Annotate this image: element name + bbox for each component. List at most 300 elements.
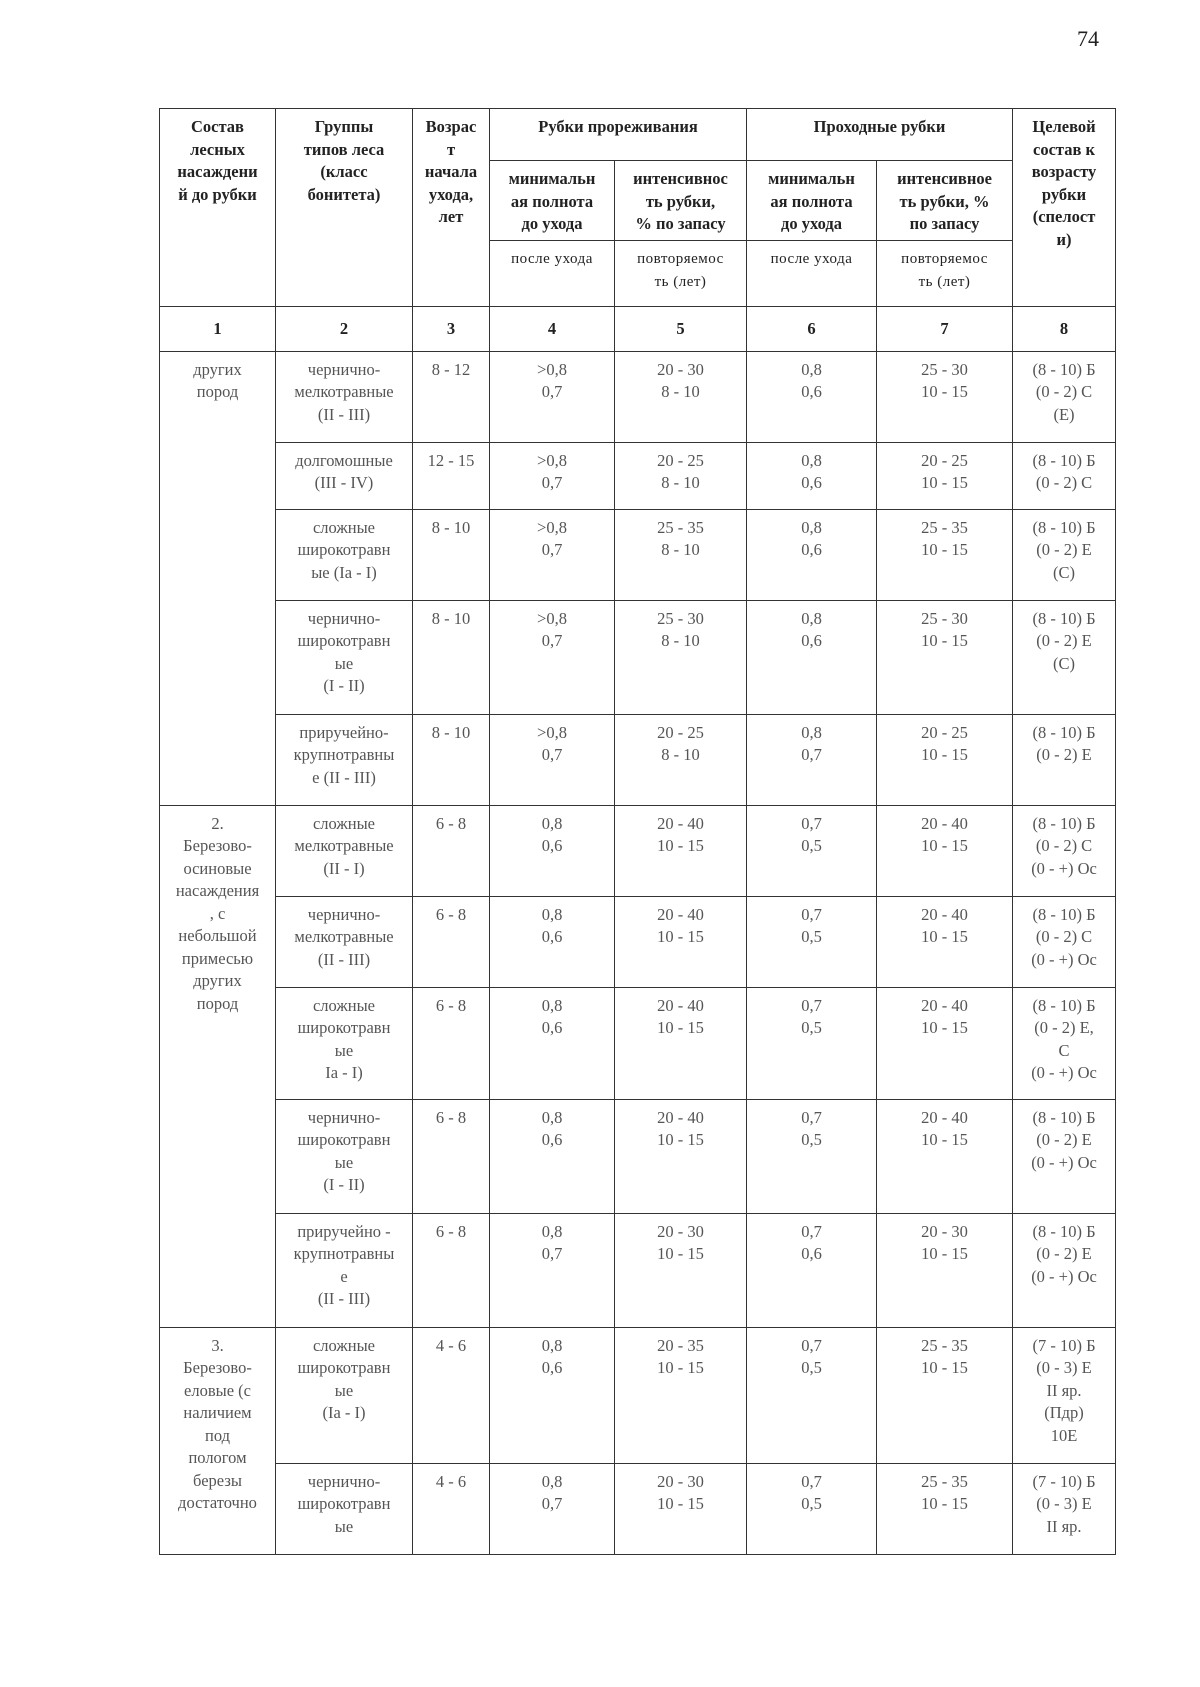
passage-intensity-cell [877,1327,1013,1463]
passage-density-cell-line: 0,8 [801,517,822,537]
target-composition-cell-line: (0 - 2) С [1035,927,1093,946]
forest-type-cell-line: приручейно- [299,722,389,742]
target-composition-cell [1013,805,1116,896]
target-composition-cell-line: (7 - 10) Б [1032,1471,1096,1491]
forest-type-cell-line: чернично- [307,1471,381,1491]
start-age-cell: 12 - 15 [413,442,490,509]
start-age-cell: 6 - 8 [413,1213,490,1327]
thinning-density-cell-line: 0,8 [541,995,563,1015]
passage-density-cell [747,351,877,442]
forest-type-cell-line: Ia - I) [325,1063,363,1082]
thinning-density-cell-line: 0,7 [541,1494,563,1513]
forest-type-cell-line: мелкотравные [294,927,394,946]
target-composition-cell-line: (Пдр) [1044,1403,1084,1422]
thinning-density-cell [490,896,615,987]
passage-density-cell-line: 0,5 [801,1130,822,1149]
forest-type-cell-line: мелкотравные [294,836,394,855]
thinning-intensity-cell-line: 20 - 40 [657,1107,704,1127]
passage-intensity-cell-line: 10 - 15 [921,631,968,650]
header-passage-cutting: Проходные рубки [747,109,1013,161]
thinning-density-cell-line: 0,6 [541,1018,563,1037]
table-row [160,1099,1116,1213]
passage-intensity-cell-line: 10 - 15 [921,382,968,401]
thinning-density-cell-line: 0,8 [541,1221,563,1241]
target-composition-cell-line: (0 - +) Ос [1031,1063,1097,1082]
header-thinning-after: после ухода [490,241,615,307]
header-thinning: Рубки прореживания [490,109,747,161]
thinning-density-cell-line: >0,8 [537,608,567,628]
passage-intensity-cell-line: 20 - 25 [921,722,968,742]
thinning-intensity-cell-line: 10 - 15 [657,1358,704,1377]
thinning-intensity-cell-line: 8 - 10 [661,540,700,559]
thinning-intensity-cell-line: 8 - 10 [661,745,700,764]
thinning-density-cell-line: >0,8 [537,359,567,379]
thinning-density-cell-line: 0,7 [541,1244,563,1263]
composition-cell-line: пород [196,382,239,401]
header-start-age: Возрас т начала ухода, лет [413,109,490,307]
forest-type-cell-line: сложные [312,517,376,537]
target-composition-cell-line: (8 - 10) Б [1032,608,1096,628]
forest-type-cell-line: ые [334,1516,354,1536]
target-composition-cell-line: (8 - 10) Б [1032,359,1096,379]
header-forest-type-groups: Группы типов леса (класс бонитета) [276,109,413,307]
start-age-cell: 4 - 6 [413,1463,490,1554]
forest-type-cell-line: (II - I) [323,858,365,878]
target-composition-cell-line: (7 - 10) Б [1032,1335,1096,1355]
passage-density-cell-line: 0,5 [801,927,822,946]
thinning-density-cell-line: 0,7 [541,473,563,492]
header-target-composition: Целевой состав к возрасту рубки (спелост и) [1013,109,1116,307]
target-composition-cell-line: (8 - 10) Б [1032,995,1096,1015]
thinning-intensity-cell-line: 8 - 10 [661,473,700,492]
passage-intensity-cell-line: 10 - 15 [921,1130,968,1149]
passage-intensity-cell-line: 20 - 25 [921,450,968,470]
passage-density-cell-line: 0,5 [801,836,822,855]
thinning-density-cell-line: 0,7 [541,631,563,650]
thinning-density-cell-line: 0,6 [541,1358,563,1377]
thinning-density-cell-line: >0,8 [537,722,567,742]
forest-type-cell-line: широкотравн [297,631,391,650]
forest-type-cell-line: сложные [312,995,376,1015]
column-number: 7 [877,307,1013,352]
header-thinning-intensity: интенсивнос ть рубки, % по запасу [615,161,747,241]
forest-type-cell-line: е (II - III) [312,767,376,787]
thinning-density-cell-line: 0,8 [541,1471,563,1491]
thinning-intensity-cell [615,1099,747,1213]
forest-type-cell-line: чернично- [307,359,381,379]
forest-type-cell-line: крупнотравны [293,745,395,764]
passage-density-cell [747,1099,877,1213]
target-composition-cell-line: (0 - 2) Е [1036,1244,1092,1263]
table-row [160,714,1116,805]
thinning-density-cell-line: 0,6 [541,927,563,946]
thinning-density-cell-line: 0,8 [541,813,563,833]
target-composition-cell [1013,1463,1116,1554]
header-passage-repeat: повторяемос ть (лет) [877,241,1013,307]
forest-type-cell-line: (II - III) [317,1289,371,1308]
target-composition-cell-line: II яр. [1046,1516,1082,1536]
start-age-cell: 8 - 10 [413,600,490,714]
table-row [160,509,1116,600]
passage-intensity-cell-line: 25 - 35 [921,1335,968,1355]
passage-intensity-cell-line: 20 - 40 [921,813,968,833]
passage-intensity-cell [877,1099,1013,1213]
start-age-cell: 6 - 8 [413,1099,490,1213]
passage-density-cell-line: 0,6 [801,382,822,401]
target-composition-cell-line: 10Е [1050,1425,1078,1445]
thinning-intensity-cell-line: 25 - 30 [657,608,704,628]
passage-density-cell [747,896,877,987]
thinning-intensity-cell-line: 20 - 30 [657,1221,704,1241]
passage-intensity-cell [877,805,1013,896]
passage-density-cell-line: 0,6 [801,540,822,559]
passage-intensity-cell [877,1213,1013,1327]
passage-density-cell [747,600,877,714]
composition-cell-line: небольшой [178,926,257,945]
passage-density-cell-line: 0,8 [801,722,822,742]
thinning-intensity-cell [615,1327,747,1463]
target-composition-cell-line: (0 - 2) Е [1036,540,1092,559]
start-age-cell: 8 - 10 [413,714,490,805]
thinning-intensity-cell-line: 8 - 10 [661,382,700,401]
passage-intensity-cell [877,987,1013,1099]
target-composition-cell-line: (0 - 2) С [1035,473,1093,492]
composition-cell-line: Березово- [183,1358,252,1377]
thinning-density-cell [490,1099,615,1213]
thinning-intensity-cell-line: 25 - 35 [657,517,704,537]
composition-cell-line: других [193,971,242,990]
forest-type-cell-line: чернично- [307,904,381,924]
passage-density-cell [747,1213,877,1327]
forest-type-cell-line: е [340,1266,348,1286]
passage-intensity-cell [877,896,1013,987]
forest-type-cell-line: крупнотравны [293,1244,395,1263]
thinning-density-cell-line: 0,7 [541,382,563,401]
thinning-intensity-cell-line: 8 - 10 [661,631,700,650]
forest-type-cell [276,805,413,896]
header-passage-min-density: минимальн ая полнота до ухода [747,161,877,241]
passage-intensity-cell-line: 10 - 15 [921,836,968,855]
thinning-intensity-cell-line: 20 - 25 [657,722,704,742]
composition-cell-line: еловые (с [184,1380,251,1400]
composition-cell-line: наличием [183,1403,252,1422]
forest-type-cell-line: (III - IV) [314,473,374,492]
passage-density-cell [747,805,877,896]
passage-density-cell-line: 0,7 [801,1107,822,1127]
column-number: 3 [413,307,490,352]
thinning-intensity-cell-line: 10 - 15 [657,1130,704,1149]
target-composition-cell [1013,509,1116,600]
thinning-intensity-cell-line: 20 - 40 [657,904,704,924]
table-body [160,351,1116,1554]
passage-intensity-cell-line: 20 - 40 [921,995,968,1015]
composition-cell-line: Березово- [183,836,252,855]
passage-density-cell [747,1463,877,1554]
target-composition-cell-line: (8 - 10) Б [1032,1221,1096,1241]
target-composition-cell-line: (0 - +) Ос [1031,949,1097,969]
thinning-density-cell-line: 0,7 [541,745,563,764]
passage-density-cell-line: 0,7 [801,813,822,833]
passage-intensity-cell-line: 10 - 15 [921,1244,968,1263]
thinning-density-cell [490,442,615,509]
header-passage-after: после ухода [747,241,877,307]
thinning-intensity-cell-line: 20 - 30 [657,1471,704,1491]
composition-cell-line: пород [196,993,239,1013]
forest-type-cell-line: широкотравн [297,1018,391,1037]
composition-cell [160,1327,276,1554]
forest-type-cell-line: сложные [312,1335,376,1355]
forest-type-cell [276,509,413,600]
thinning-intensity-cell-line: 10 - 15 [657,1494,704,1513]
passage-density-cell-line: 0,8 [801,450,822,470]
start-age-cell: 8 - 10 [413,509,490,600]
thinning-density-cell-line: 0,8 [541,1107,563,1127]
forest-type-cell-line: ые [334,1380,354,1400]
thinning-density-cell [490,1463,615,1554]
passage-intensity-cell-line: 10 - 15 [921,473,968,492]
target-composition-cell-line: (С) [1053,562,1076,582]
start-age-cell: 8 - 12 [413,351,490,442]
target-composition-cell-line: (0 - 2) Е [1036,1130,1092,1149]
passage-intensity-cell [877,509,1013,600]
passage-intensity-cell-line: 25 - 30 [921,608,968,628]
forest-type-cell-line: ые [334,1040,354,1060]
target-composition-cell-line: (0 - 2) Е [1036,745,1092,764]
passage-intensity-cell-line: 20 - 40 [921,904,968,924]
passage-density-cell-line: 0,7 [801,904,822,924]
start-age-cell: 6 - 8 [413,805,490,896]
target-composition-cell-line: (0 - 3) Е [1036,1494,1092,1513]
target-composition-cell-line: (0 - 2) Е [1036,631,1092,650]
target-composition-cell [1013,442,1116,509]
thinning-density-cell [490,351,615,442]
forest-type-cell-line: широкотравн [297,540,391,559]
thinning-density-cell [490,714,615,805]
forest-type-cell-line: чернично- [307,608,381,628]
forest-type-cell-line: широкотравн [297,1494,391,1513]
table-row [160,987,1116,1099]
composition-cell-line: березы [193,1470,242,1490]
header-thinning-min-density: минимальн ая полнота до ухода [490,161,615,241]
passage-density-cell-line: 0,7 [801,745,822,764]
thinning-intensity-cell [615,1213,747,1327]
forest-type-cell-line: широкотравн [297,1130,391,1149]
passage-density-cell-line: 0,5 [801,1494,822,1513]
forest-type-cell [276,351,413,442]
table-row [160,442,1116,509]
passage-intensity-cell-line: 25 - 30 [921,359,968,379]
header-composition: Состав лесных насаждени й до рубки [160,109,276,307]
composition-cell [160,351,276,805]
composition-cell [160,805,276,1327]
passage-density-cell-line: 0,6 [801,1244,822,1263]
passage-intensity-cell-line: 20 - 40 [921,1107,968,1127]
column-number: 5 [615,307,747,352]
thinning-intensity-cell [615,987,747,1099]
forest-type-cell-line: (II - III) [317,404,371,424]
passage-intensity-cell [877,600,1013,714]
target-composition-cell-line: (8 - 10) Б [1032,722,1096,742]
target-composition-cell-line: (8 - 10) Б [1032,813,1096,833]
composition-cell-line: осиновые [183,858,252,878]
thinning-intensity-cell-line: 10 - 15 [657,1244,704,1263]
thinning-density-cell-line: 0,6 [541,1130,563,1149]
forest-type-cell [276,1463,413,1554]
column-number: 6 [747,307,877,352]
target-composition-cell-line: (0 - 2) С [1035,836,1093,855]
forest-type-cell-line: ые [334,653,354,673]
thinning-intensity-cell [615,509,747,600]
passage-density-cell-line: 0,8 [801,608,822,628]
thinning-intensity-cell-line: 20 - 30 [657,359,704,379]
passage-intensity-cell-line: 10 - 15 [921,1018,968,1037]
forest-type-cell [276,714,413,805]
start-age-cell: 6 - 8 [413,987,490,1099]
target-composition-cell-line: II яр. [1046,1380,1082,1400]
thinning-density-cell [490,805,615,896]
thinning-density-cell-line: 0,7 [541,540,563,559]
passage-intensity-cell [877,442,1013,509]
passage-density-cell-line: 0,8 [801,359,822,379]
passage-intensity-cell-line: 10 - 15 [921,540,968,559]
forest-type-cell-line: приручейно - [297,1221,391,1241]
table-row [160,805,1116,896]
thinning-intensity-cell [615,805,747,896]
forest-thinning-table [159,108,1116,1555]
passage-density-cell-line: 0,7 [801,1335,822,1355]
composition-cell-line: других [193,359,242,379]
target-composition-cell [1013,987,1116,1099]
thinning-intensity-cell [615,442,747,509]
passage-density-cell-line: 0,7 [801,1471,822,1491]
passage-intensity-cell [877,351,1013,442]
thinning-density-cell-line: 0,8 [541,904,563,924]
thinning-density-cell [490,1327,615,1463]
table-row [160,1463,1116,1554]
table-row [160,896,1116,987]
forest-type-cell-line: (Ia - I) [322,1403,366,1422]
target-composition-cell-line: (8 - 10) Б [1032,517,1096,537]
target-composition-cell-line: (8 - 10) Б [1032,1107,1096,1127]
passage-density-cell-line: 0,7 [801,1221,822,1241]
passage-density-cell-line: 0,5 [801,1018,822,1037]
thinning-intensity-cell-line: 10 - 15 [657,1018,704,1037]
target-composition-cell-line: (0 - 3) Е [1036,1358,1092,1377]
composition-cell-line: достаточно [178,1493,257,1512]
forest-type-cell [276,896,413,987]
forest-type-cell [276,1327,413,1463]
start-age-cell: 6 - 8 [413,896,490,987]
header-thinning-repeat: повторяемос ть (лет) [615,241,747,307]
column-number: 4 [490,307,615,352]
thinning-intensity-cell-line: 20 - 25 [657,450,704,470]
target-composition-cell-line: (0 - +) Ос [1031,1152,1097,1172]
forest-type-cell [276,1099,413,1213]
passage-density-cell [747,509,877,600]
thinning-intensity-cell [615,351,747,442]
forest-type-cell-line: (I - II) [323,676,365,695]
target-composition-cell-line: (8 - 10) Б [1032,904,1096,924]
passage-intensity-cell-line: 25 - 35 [921,1471,968,1491]
target-composition-cell [1013,714,1116,805]
target-composition-cell-line: (8 - 10) Б [1032,450,1096,470]
passage-intensity-cell [877,1463,1013,1554]
composition-cell-line: примесью [181,948,254,968]
forest-type-cell-line: ые (Ia - I) [311,562,377,582]
passage-intensity-cell-line: 10 - 15 [921,745,968,764]
thinning-intensity-cell-line: 20 - 35 [657,1335,704,1355]
forest-type-cell [276,600,413,714]
passage-density-cell [747,987,877,1099]
column-numbers-row [160,307,1116,352]
target-composition-cell [1013,600,1116,714]
target-composition-cell-line: (0 - 2) С [1035,382,1093,401]
thinning-intensity-cell [615,714,747,805]
column-number: 1 [160,307,276,352]
start-age-cell: 4 - 6 [413,1327,490,1463]
passage-density-cell-line: 0,6 [801,631,822,650]
forest-type-cell-line: (II - III) [317,949,371,969]
thinning-density-cell [490,600,615,714]
forest-type-cell [276,1213,413,1327]
table-row [160,600,1116,714]
passage-intensity-cell-line: 10 - 15 [921,1494,968,1513]
passage-density-cell-line: 0,7 [801,995,822,1015]
forest-type-cell [276,442,413,509]
thinning-intensity-cell-line: 20 - 40 [657,995,704,1015]
thinning-intensity-cell [615,896,747,987]
composition-cell-line: насаждения [175,881,260,900]
thinning-intensity-cell-line: 20 - 40 [657,813,704,833]
forest-type-cell-line: долгомошные [295,450,393,470]
target-composition-cell [1013,896,1116,987]
thinning-density-cell-line: 0,6 [541,836,563,855]
forest-type-cell-line: (I - II) [323,1175,365,1194]
column-number: 8 [1013,307,1116,352]
passage-density-cell [747,714,877,805]
passage-intensity-cell-line: 10 - 15 [921,1358,968,1377]
thinning-intensity-cell-line: 10 - 15 [657,836,704,855]
target-composition-cell [1013,1213,1116,1327]
passage-density-cell-line: 0,5 [801,1358,822,1377]
passage-intensity-cell [877,714,1013,805]
thinning-intensity-cell-line: 10 - 15 [657,927,704,946]
thinning-density-cell [490,1213,615,1327]
passage-density-cell [747,442,877,509]
table-row [160,351,1116,442]
table-row [160,1327,1116,1463]
target-composition-cell [1013,1327,1116,1463]
target-composition-cell-line: (Е) [1053,404,1075,424]
passage-density-cell-line: 0,6 [801,473,822,492]
thinning-density-cell [490,509,615,600]
page-number: 74 [1077,26,1099,51]
thinning-density-cell-line: >0,8 [537,517,567,537]
passage-intensity-cell-line: 10 - 15 [921,927,968,946]
forest-type-cell-line: мелкотравные [294,382,394,401]
thinning-density-cell [490,987,615,1099]
thinning-intensity-cell [615,600,747,714]
forest-type-cell [276,987,413,1099]
target-composition-cell-line: (С) [1053,653,1076,673]
composition-cell-line: пологом [188,1448,247,1467]
forest-type-cell-line: сложные [312,813,376,833]
thinning-density-cell-line: 0,8 [541,1335,563,1355]
thinning-intensity-cell [615,1463,747,1554]
passage-density-cell [747,1327,877,1463]
composition-cell-line: под [205,1425,230,1445]
target-composition-cell-line: (0 - +) Ос [1031,1266,1097,1286]
